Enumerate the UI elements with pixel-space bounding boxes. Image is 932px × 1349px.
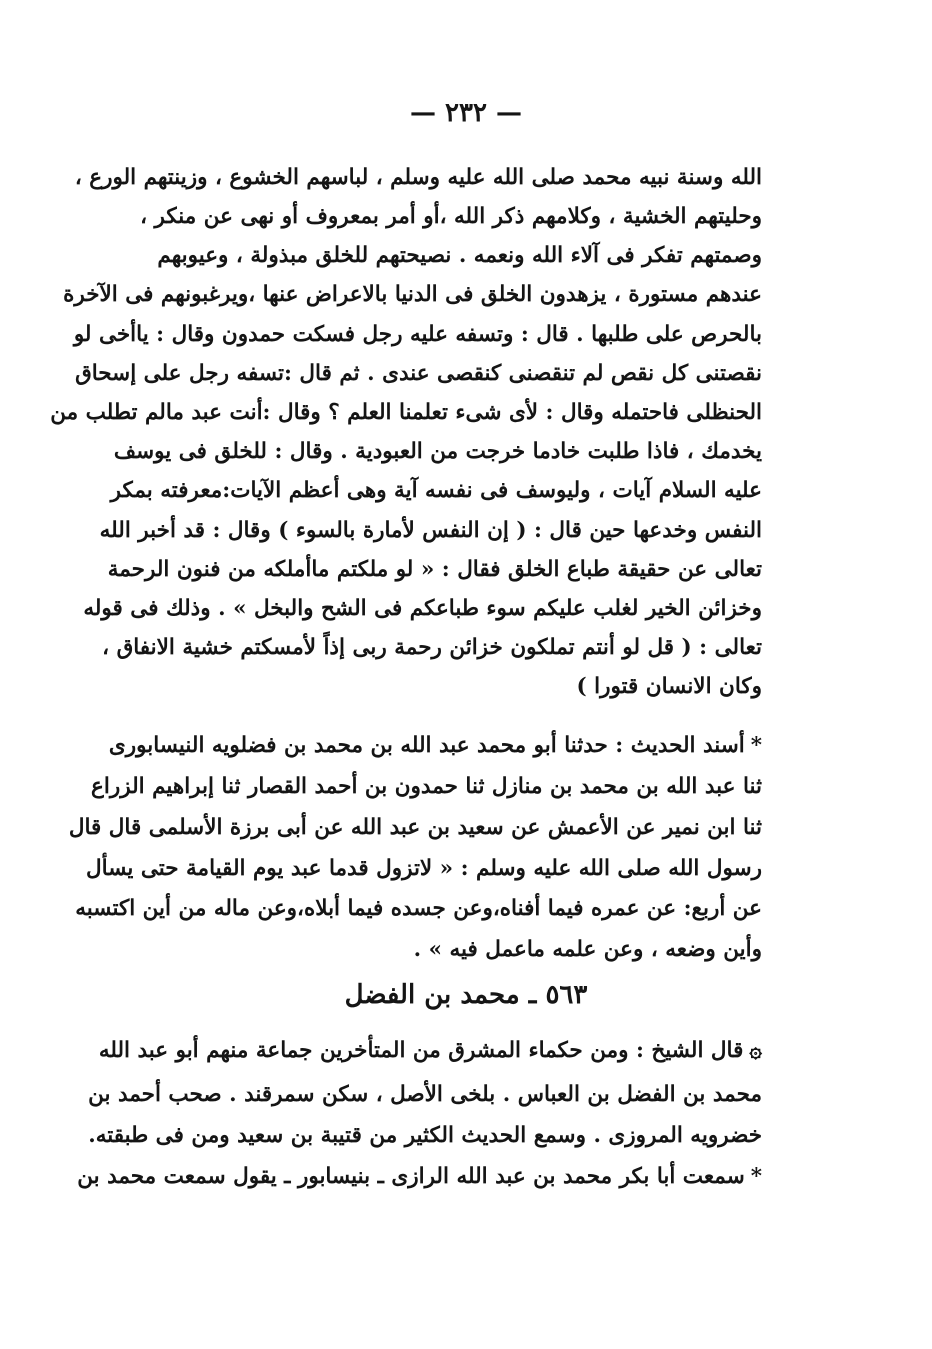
text-line-content: سمعت أبا بكر محمد بن عبد الله الرازى ـ بنيسابور ـ يقول سمعت محمد بن	[77, 1164, 745, 1189]
text-line: وكان الانسان قتورا )	[576, 674, 762, 699]
text-line: وحليتهم الخشية ، وكلامهم ذكر الله ،أو أمر بمعروف أو نهى عن منكر ،	[140, 204, 762, 229]
text-line	[98, 1036, 762, 1068]
text-line	[108, 731, 762, 763]
section-heading: ٥٦٣ ـ محمد بن الفضل	[344, 980, 588, 1010]
text-line: النفس وخدعها حين قال : ( إن النفس لأمارة بالسوء ) وقال : قد أخبر الله	[99, 518, 762, 543]
text-line: خضرويه المروزى . وسمع الحديث الكثير من قتيبة بن سعيد ومن فى طبقته.	[88, 1123, 762, 1148]
flower-marker-icon: ۞	[749, 1038, 762, 1063]
text-line: نقصتنى كل نقص لم تنقصنى كنقصى عندى . ثم قال :تسفه رجل على إسحاق	[75, 361, 762, 386]
text-line: الله وسنة نبيه محمد صلى الله عليه وسلم ، لباسهم الخشوع ، وزينتهم الورع ،	[74, 165, 762, 190]
text-line: رسول الله صلى الله عليه وسلم : « لاتزول قدما عبد يوم القيامة حتى يسأل	[86, 856, 762, 881]
text-line: وصمتهم تفكر فى آلاء الله ونعمه . نصيحتهم للخلق مبذولة ، وعيوبهم	[157, 243, 762, 268]
asterisk-marker: *	[750, 733, 762, 758]
text-line: وأين وضعه ، وعن علمه ماعمل فيه » .	[413, 937, 762, 962]
text-line: عليه السلام آيات ، وليوسف فى نفسه آية وهى أعظم الآيات:معرفته بمكر	[110, 478, 762, 503]
text-line: محمد بن الفضل بن العباس . بلخى الأصل ، سكن سمرقند . صحب أحمد بن	[88, 1082, 762, 1107]
text-line: تعالى : ( قل لو أنتم تملكون خزائن رحمة ربى إذاً لأمسكتم خشية الانفاق ،	[102, 635, 762, 660]
text-line: وخزائن الخير لغلب عليكم سوء طباعكم فى الشح والبخل » . وذلك فى قوله	[83, 596, 762, 621]
text-line: الحنظلى فاحتمله وقال : لأى شىء تعلمنا العلم ؟ وقال :أنت عبد مالم تطلب من	[50, 400, 762, 425]
text-line: عندهم مستورة ، يزهدون الخلق فى الدنيا بالاعراض عنها ،ويرغبونهم فى الآخرة	[63, 282, 762, 307]
text-line: عن أربع: عن عمره فيما أفناه،وعن جسده فيما أبلاه،وعن ماله من أين اكتسبه	[75, 896, 762, 921]
text-line-content: قال الشيخ : ومن حكماء المشرق من المتأخرين جماعة منهم أبو عبد الله	[98, 1038, 744, 1063]
asterisk-marker: *	[750, 1164, 762, 1189]
text-line: بالحرص على طلبها . قال : وتسفه عليه رجل فسكت حمدون وقال : ياأخى لو	[73, 322, 762, 347]
text-line: ثنا ابن نمير عن الأعمش عن سعيد بن عبد الله عن أبى برزة الأسلمى قال قال	[68, 815, 762, 840]
text-line	[77, 1162, 762, 1194]
text-line: يخدمك ، فاذا طلبت خادما خرجت من العبودية . وقال : للخلق فى يوسف	[113, 439, 762, 464]
text-line: ثنا عبد الله بن محمد بن منازل ثنا حمدون بن أحمد القصار ثنا إبراهيم الزراع	[91, 774, 762, 799]
text-line-content: أسند الحديث : حدثنا أبو محمد عبد الله بن محمد بن فضلويه النيسابورى	[108, 733, 745, 758]
page-number: — ٢٣٢ —	[409, 98, 523, 128]
text-line: تعالى عن حقيقة طباع الخلق فقال : « لو ملكتم ماأملكه من فنون الرحمة	[107, 557, 762, 582]
